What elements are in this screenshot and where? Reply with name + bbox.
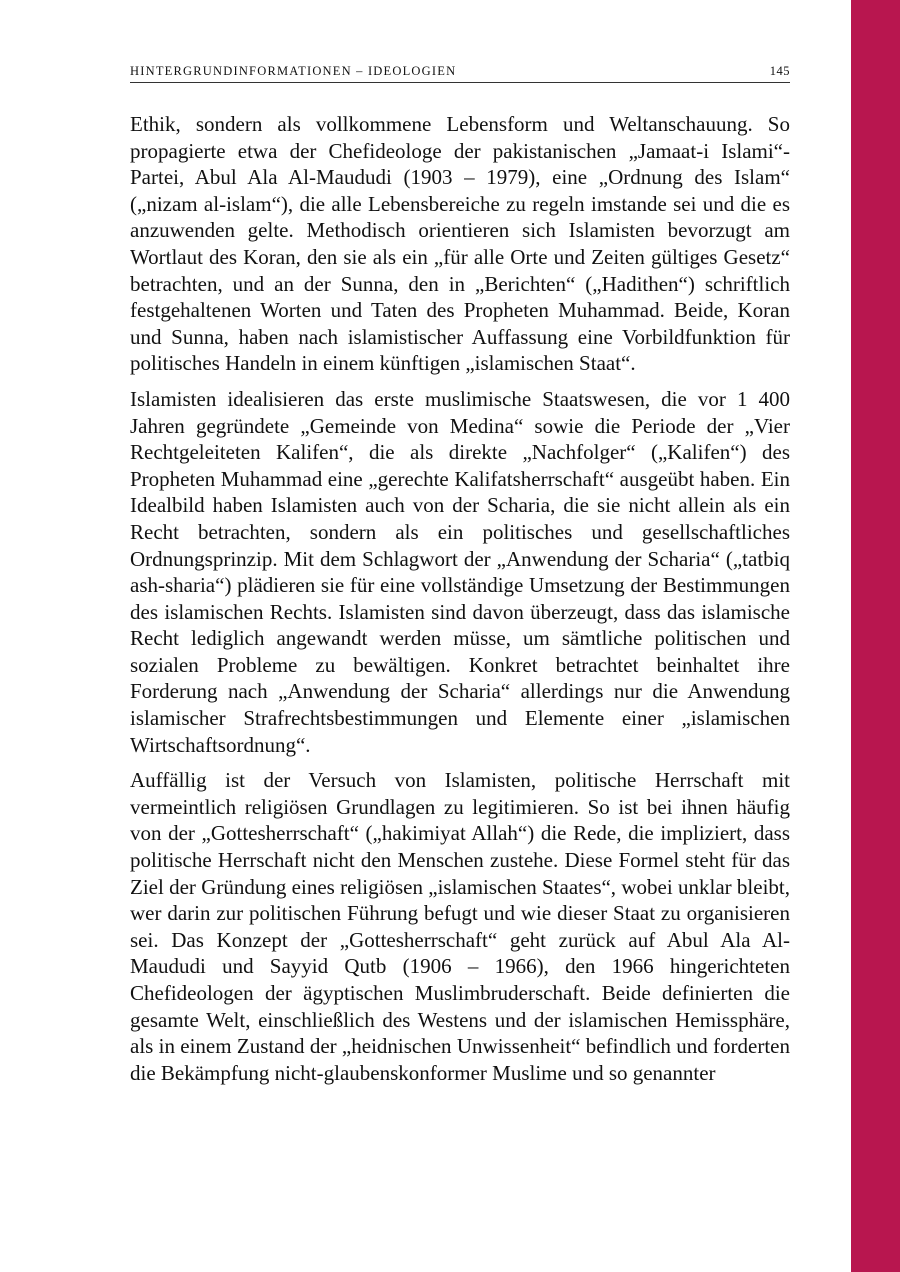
paragraph-3: Auffällig ist der Versuch von Islamisten, politische Herrschaft mit vermeintlich religiösen Grundlagen zu legitimieren. So ist bei ihnen häufig von der „Gottesherrschaft“ („hakimiyat Allah“) die Rede, die impliziert, dass politische Herrschaft nicht den Menschen zustehe. Diese Formel steht für das Ziel der Gründung eines religiösen „islamischen Staates“, wobei unklar bleibt, wer darin zur politischen Führung befugt und wie dieser Staat zu organisieren sei. Das Konzept der „Gottesherrschaft“ geht zurück auf Abul Ala Al-Maududi und Sayyid Qutb (1906 – 1966), den 1966 hingerichteten Chefideologen der ägyptischen Muslimbruderschaft. Beide definierten die gesamte Welt, einschließlich des Westens und der islamischen Hemissphäre, als in einem Zustand der „heidnischen Unwissenheit“ befindlich und forderten die Bekämpfung nicht-glaubenskonformer Muslime und so genannter (130, 768, 790, 1085)
running-header (130, 62, 790, 83)
paragraph-1: Ethik, sondern als vollkommene Lebensform und Weltanschauung. So propagierte etwa der Chefideologe der pakistanischen „Jamaat-i Islami“-Partei, Abul Ala Al-Maududi (1903 – 1979), eine „Ordnung des Islam“ („nizam al-islam“), die alle Lebensbereiche zu regeln imstande sei und die es anzuwenden gelte. Methodisch orientieren sich Islamisten bevorzugt am Wortlaut des Koran, den sie als ein „für alle Orte und Zeiten gültiges Gesetz“ betrachten, und an der Sunna, den in „Berichten“ („Hadithen“) schriftlich festgehaltenen Worten und Taten des Propheten Muhammad. Beide, Koran und Sunna, haben nach islamistischer Auffassung eine Vorbildfunktion für politisches Handeln in einem künftigen „islamischen Staat“. (130, 112, 790, 376)
header-title: HINTERGRUNDINFORMATIONEN – IDEOLOGIEN (130, 64, 457, 78)
paragraph-2: Islamisten idealisieren das erste muslimische Staatswesen, die vor 1 400 Jahren gegründete „Gemeinde von Medina“ sowie die Periode der „Vier Rechtgeleiteten Kalifen“, die als direkte „Nachfolger“ („Kalifen“) des Propheten Muhammad eine „gerechte Kalifatsherrschaft“ ausgeübt haben. Ein Idealbild haben Islamisten auch von der Scharia, die sie nicht allein als ein Recht betrachten, sondern als ein politisches und gesellschaftliches Ordnungsprinzip. Mit dem Schlagwort der „Anwendung der Scharia“ („tatbiq ash-sharia“) plädieren sie für eine vollständige Umsetzung der Bestimmungen des islamischen Rechts. Islamisten sind davon überzeugt, dass das islamische Recht lediglich angewandt werden müsse, um sämtliche politischen und sozialen Probleme zu bewältigen. Konkret betrachtet beinhaltet ihre Forderung nach „Anwendung der Scharia“ allerdings nur die Anwendung islamischer Strafrechtsbestimmungen und Elemente einer „islamischen Wirtschaftsordnung“. (130, 386, 790, 757)
page-number: 145 (769, 64, 790, 78)
side-color-bar (851, 0, 900, 1272)
body-text (130, 111, 790, 1095)
